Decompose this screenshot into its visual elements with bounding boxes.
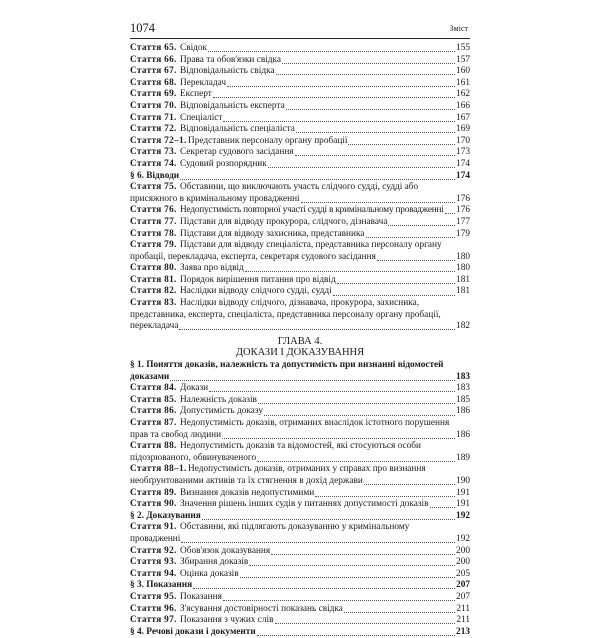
toc-entry: Стаття 74. Судовий розпорядник 174 — [130, 158, 470, 169]
toc-entry: Стаття 94. Оцінка доказів 205 — [130, 568, 470, 579]
toc-entry: Стаття 80. Заява про відвід 180 — [130, 263, 470, 274]
book-page — [130, 20, 470, 637]
toc-entry: Стаття 87. Недопустимість доказів, отриманих внаслідок істотного порушення прав та свобод людини 186 — [130, 418, 470, 440]
toc-entry: Стаття 73. Секретар судового засідання 173 — [130, 147, 470, 158]
toc-entry: Стаття 69. Експерт 162 — [130, 89, 470, 100]
toc-entry: Стаття 72. Відповідальність спеціаліста 169 — [130, 124, 470, 135]
toc-entry: Стаття 83. Наслідки відводу слідчого, дізнавача, прокурора, захисника, представника, експерта, спеціаліста, представника персоналу органу пробації, перекладача 182 — [130, 298, 470, 332]
toc-entry: Стаття 92. Обов'язок доказування 200 — [130, 545, 470, 556]
toc-entry: Стаття 90. Значення рішень інших судів у питаннях допустимості доказів 191 — [130, 499, 470, 510]
toc-entry: Стаття 91. Обставини, які підлягають доказуванню у кримінальному провадженні 192 — [130, 522, 470, 544]
toc-entry: Стаття 72–1. Представник персоналу органу пробації 170 — [130, 135, 470, 146]
toc-entry: Стаття 82. Наслідки відводу слідчого судді, судді 181 — [130, 286, 470, 297]
toc-section: § 2. Доказування 192 — [130, 510, 470, 521]
toc-entry: Стаття 75. Обставини, що виключають участь слідчого судді, судді або присяжного в кримінальному провадженні 176 — [130, 182, 470, 204]
table-of-contents — [130, 43, 470, 638]
toc-entry: Стаття 96. З'ясування достовірності показань свідка 211 — [130, 603, 470, 614]
toc-entry: Стаття 70. Відповідальність експерта 166 — [130, 100, 470, 111]
toc-entry: Стаття 89. Визнання доказів недопустимими 191 — [130, 487, 470, 498]
running-head: Зміст — [449, 24, 468, 33]
toc-entry: Стаття 79. Підстави для відводу спеціаліста, представника персоналу органу пробації, перекладача, експерта, секретаря судового засідання 180 — [130, 240, 470, 262]
toc-entry: Стаття 85. Належність доказів 185 — [130, 394, 470, 405]
chapter-title: ДОКАЗИ І ДОКАЗУВАННЯ — [235, 347, 365, 359]
toc-entry: Стаття 65. Свідок 155 — [130, 43, 470, 53]
toc-entry: Стаття 66. Права та обов'язки свідка 157 — [130, 54, 470, 65]
toc-section: § 1. Поняття доказів, належність та допустимість при визнанні відомостей доказами 183 — [130, 360, 470, 382]
toc-section: § 6. Відводи 174 — [130, 170, 470, 181]
toc-entry: Стаття 77. Підстави для відводу прокурора, слідчого, дізнавача 177 — [130, 216, 470, 227]
chapter-heading — [130, 336, 470, 359]
toc-entry: Стаття 86. Допустимість доказу 186 — [130, 406, 470, 417]
toc-entry: Стаття 88–1.Недопустимість доказів, отриманих у справах про визнання необґрунтованими активів та їх стягнення в дохід держави 190 — [130, 464, 470, 486]
toc-section: § 4. Речові докази і документи 213 — [130, 626, 470, 637]
page-header — [130, 20, 470, 39]
toc-entry: Стаття 97. Показання з чужих слів 211 — [130, 615, 470, 626]
toc-entry: Стаття 76. Недопустимість повторної участі судді в кримінальному провадженні 176 — [130, 205, 470, 216]
toc-entry: Стаття 78. Підстави для відводу захисника, представника 179 — [130, 228, 470, 239]
toc-entry: Стаття 68. Перекладач 161 — [130, 77, 470, 88]
toc-entry: Стаття 67. Відповідальність свідка 160 — [130, 66, 470, 77]
toc-section: § 3. Показання 207 — [130, 580, 470, 591]
toc-entry: Стаття 71. Спеціаліст 167 — [130, 112, 470, 123]
toc-entry: Стаття 95. Показання 207 — [130, 591, 470, 602]
chapter-number: ГЛАВА 4. — [277, 335, 323, 347]
toc-entry: Стаття 93. Збирання доказів 200 — [130, 557, 470, 568]
toc-entry: Стаття 81. Порядок вирішення питання про відвід 181 — [130, 274, 470, 285]
toc-entry: Стаття 84. Докази 183 — [130, 383, 470, 394]
toc-entry: Стаття 88. Недопустимість доказів та відомостей, які стосуються особи підозрюваного, обвинуваченого 189 — [130, 441, 470, 463]
page-number: 1074 — [130, 21, 155, 35]
